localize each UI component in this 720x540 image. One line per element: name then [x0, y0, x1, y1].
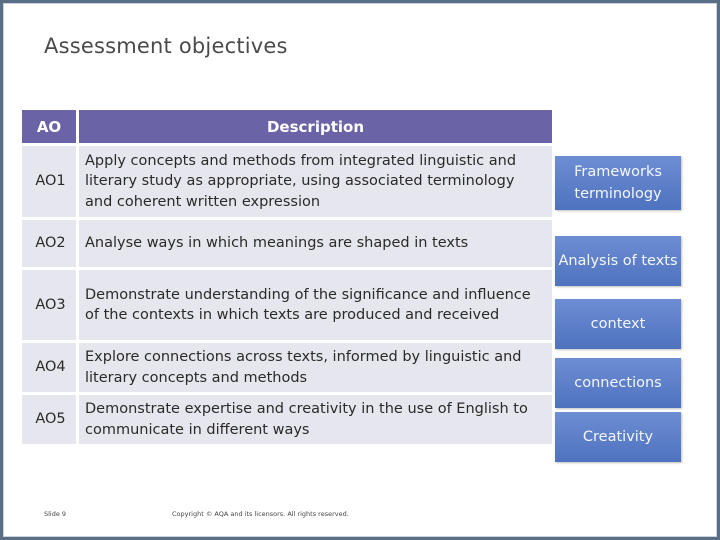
table-row-ao4 — [22, 343, 552, 395]
ao-description: Explore connections across texts, informed by linguistic and literary concepts and methods — [79, 343, 552, 395]
ao-code: AO1 — [22, 146, 79, 220]
ao-description: Demonstrate understanding of the significance and influence of the contexts in which texts are produced and received — [79, 270, 552, 343]
table-row-ao2 — [22, 220, 552, 270]
ao-description: Analyse ways in which meanings are shaped in texts — [79, 220, 552, 270]
tag-frameworks-terminology: Frameworks terminology — [555, 156, 681, 210]
table-header-row — [22, 110, 552, 146]
ao-code: AO5 — [22, 395, 79, 447]
header-description: Description — [79, 110, 552, 146]
tag-analysis-of-texts: Analysis of texts — [555, 236, 681, 286]
slide-number: Slide 9 — [44, 510, 67, 518]
slide-title: Assessment objectives — [44, 34, 288, 58]
keyword-tags — [555, 0, 683, 540]
ao-code: AO2 — [22, 220, 79, 270]
tag-context: context — [555, 299, 681, 349]
copyright-notice: Copyright © AQA and its licensors. All rights reserved. — [172, 510, 349, 518]
ao-code: AO3 — [22, 270, 79, 343]
tag-connections: connections — [555, 358, 681, 408]
table-row-ao5 — [22, 395, 552, 447]
tag-creativity: Creativity — [555, 412, 681, 462]
header-ao: AO — [22, 110, 79, 146]
ao-description: Apply concepts and methods from integrated linguistic and literary study as appropriate, using associated terminology and coherent written expression — [79, 146, 552, 220]
table-row-ao3 — [22, 270, 552, 343]
ao-description: Demonstrate expertise and creativity in the use of English to communicate in different ways — [79, 395, 552, 447]
ao-code: AO4 — [22, 343, 79, 395]
table-row-ao1 — [22, 146, 552, 220]
assessment-objectives-table — [22, 110, 552, 447]
